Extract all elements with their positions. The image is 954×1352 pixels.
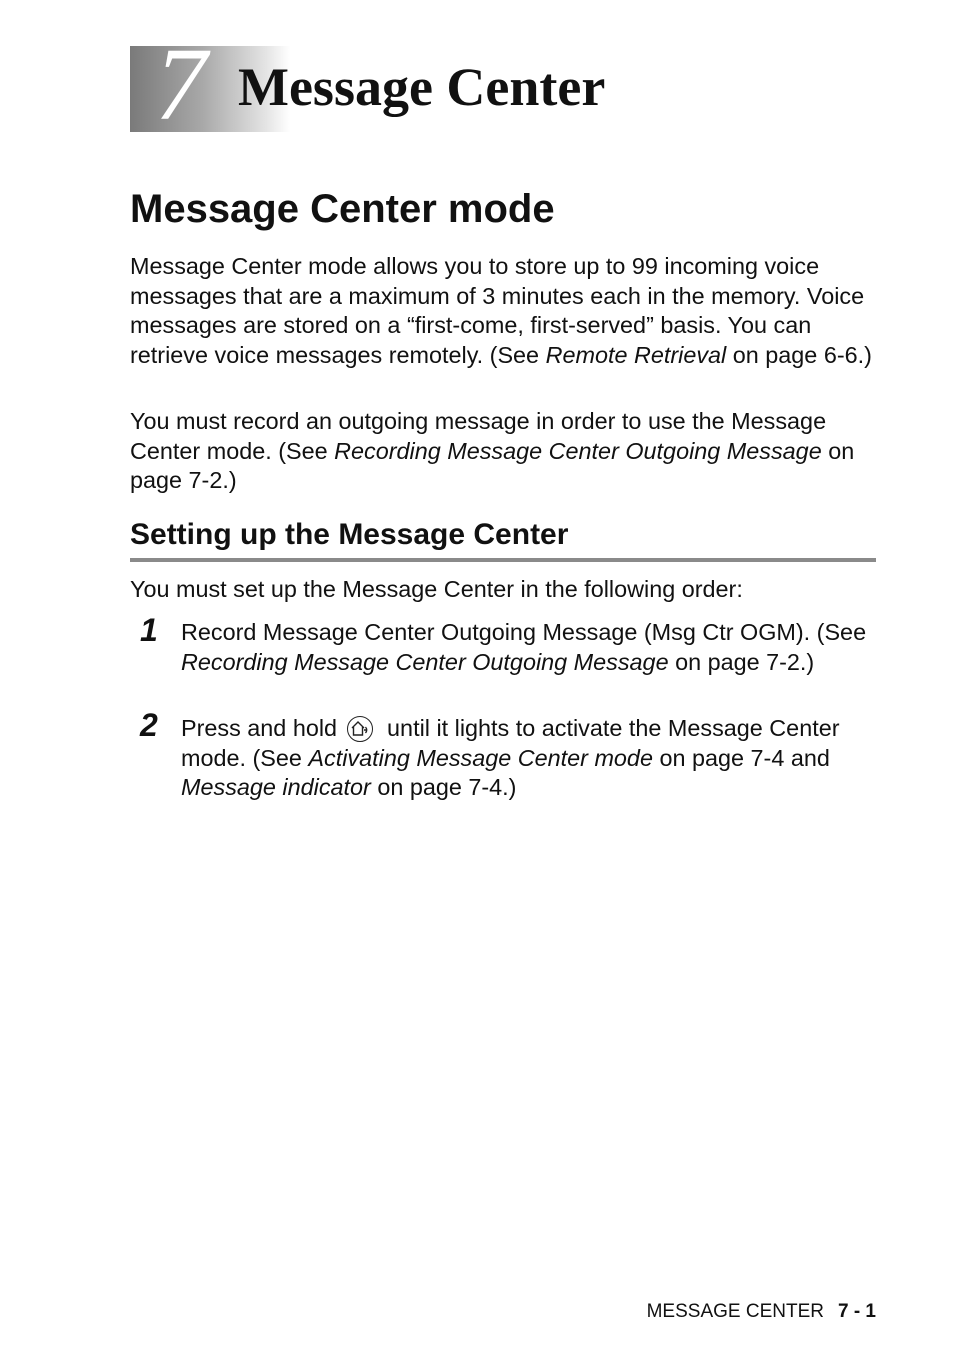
step-number-2: 2: [140, 707, 158, 743]
activating-mode-link[interactable]: Activating Message Center mode: [308, 744, 653, 771]
setup-intro: You must set up the Message Center in the following order:: [130, 576, 743, 602]
step-1-text: Record Message Center Outgoing Message (Msg Ctr OGM). (See Recording Message Center Outgoing Message on page 7-2.): [181, 619, 867, 675]
chapter-number: 7: [155, 27, 207, 142]
remote-retrieval-link[interactable]: Remote Retrieval: [545, 341, 727, 368]
chapter-title: Message Center: [238, 57, 606, 117]
recording-ogm-step-link[interactable]: Recording Message Center Outgoing Message: [181, 648, 669, 675]
page-number: 7 - 1: [837, 1301, 876, 1322]
message-center-key-icon: [347, 716, 373, 742]
step-2-text: Press and hold until it lights to activate the Message Center mode. (See Activating Message Center mode on page 7-4 and Message indicator on page 7-4.): [181, 715, 840, 801]
subsection-divider: [130, 558, 876, 562]
message-indicator-link[interactable]: Message indicator: [181, 774, 371, 801]
step-number-1: 1: [140, 612, 158, 648]
subsection-title: Setting up the Message Center: [130, 518, 569, 551]
recording-ogm-link[interactable]: Recording Message Center Outgoing Message: [334, 437, 822, 464]
footer-section-label: MESSAGE CENTER: [646, 1301, 824, 1322]
ogm-requirement-paragraph: You must record an outgoing message in order to use the Message Center mode. (See Recording Message Center Outgoing Message on page 7-2.): [130, 408, 855, 494]
intro-paragraph: Message Center mode allows you to store up to 99 incoming voice messages that are a maximum of 3 minutes each in the memory. Voice messages are stored on a “first-come, first-served” basis. You can retrieve voice messages remotely. (See Remote Retrieval on page 6-6.): [130, 253, 872, 368]
page-footer: [647, 1300, 876, 1324]
section-title: Message Center mode: [130, 187, 555, 231]
